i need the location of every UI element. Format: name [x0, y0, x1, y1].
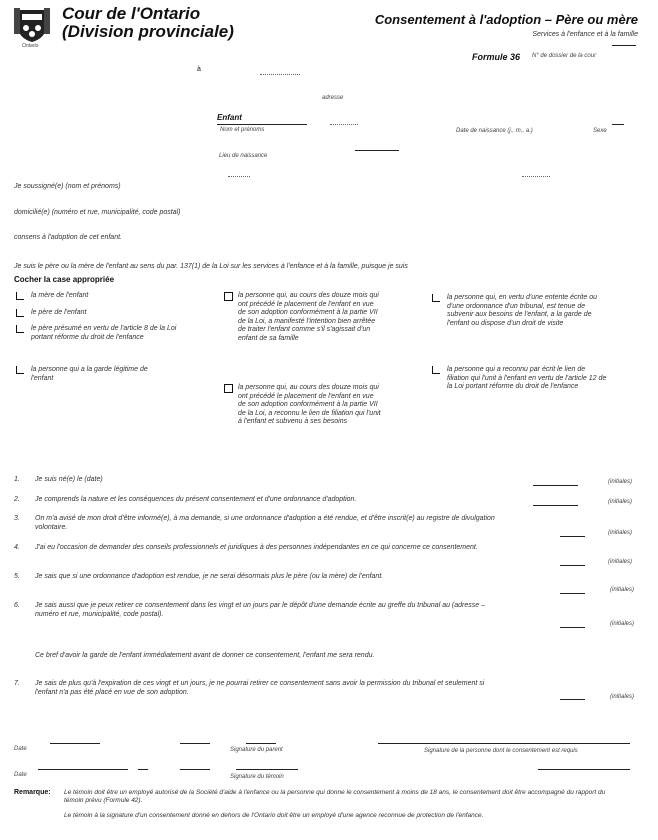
statement-num: 3.	[14, 515, 20, 522]
subtitle-rule	[612, 45, 636, 46]
court-line1: Cour de l'Ontario	[62, 4, 201, 23]
option-written-recognition: la personne qui a reconnu par écrit le lien de filiation qui l'unit à l'enfant en vertu de l'article 12 de la Loi portant réforme du droit de l'enfance	[447, 366, 607, 390]
check-heading: Cocher la case appropriée	[14, 275, 115, 284]
date2-label: Date	[14, 772, 27, 778]
sex-field[interactable]	[612, 124, 624, 125]
witness-signature-label: Signature du témoin	[230, 774, 284, 780]
statement-text: Je sais aussi que je peux retirer ce consentement dans les vingt et un jours par le dépôt d'une demande écrite au greffe du tribunal au (adresse – numéro et rue, municipalité, code postal).	[35, 602, 485, 618]
witness-extra-field[interactable]	[538, 769, 630, 770]
remarks-heading: Remarque:	[14, 789, 51, 796]
statement-num: 4.	[14, 544, 20, 551]
initials-field[interactable]	[533, 505, 578, 506]
statement-text: Je sais de plus qu'à l'expiration de ces vingt et un jours, je ne pourrai retirer ce consentement sans avoir la permission du tribunal et seulement si l'enfant n'a pas été placé en vue de son adoption.	[35, 680, 485, 696]
statement-text: Ce bref d'avoir la garde de l'enfant immédiatement avant de donner ce consentement, l'enfant me sera rendu.	[35, 652, 375, 659]
court-file-label: N° de dossier de la cour	[532, 53, 597, 59]
checkbox-mother[interactable]	[16, 292, 24, 300]
intro-line1: Je soussigné(e) (nom et prénoms)	[14, 183, 121, 190]
crest-logo	[14, 4, 50, 44]
option-acknowledged-support: la personne qui, au cours des douze mois qui ont précédé le placement de l'enfant en vue de son adoption conformément à la partie VII de la Loi, a reconnu le lien de filiation qui l'unit à l'enfant et subvenu à ses besoins	[238, 384, 381, 425]
date-field[interactable]	[50, 743, 100, 744]
initials-label: (initiales)	[610, 694, 635, 700]
birthplace-dots-left	[228, 176, 250, 177]
initials-label: (initiales)	[608, 479, 633, 485]
consent-signature-field[interactable]	[378, 743, 630, 744]
court-line2: (Division provinciale)	[62, 22, 234, 41]
statement-num: 5.	[14, 573, 20, 580]
remarks-line1: Le témoin doit être un employé autorisé de la Société d'aide à l'enfance ou la personne qui donne le consentement à moins de 18 ans, le consentement doit être accompagné du rapport du témoin prévu (Formule 42).	[64, 789, 606, 804]
form-number: Formule 36	[472, 52, 521, 62]
statement-text: J'ai eu l'occasion de demander des conseils professionnels et juridiques à des personnes indépendantes en ce qui concerne ce consentement.	[35, 544, 478, 551]
sex-label: Sexe	[593, 128, 607, 134]
initials-field[interactable]	[560, 565, 585, 566]
court-name	[62, 5, 234, 41]
statement-text: On m'a avisé de mon droit d'être informé(e), à ma demande, si une ordonnance d'adoption a été rendue, et d'être inscrit(e) au registre de divulgation volontaire.	[35, 515, 495, 531]
option-intent-family: la personne qui, au cours des douze mois qui ont précédé le placement de l'enfant en vue de son adoption conformément à la partie VII de la Loi, a manifesté l'intention bien arrêtée de traiter l'enfant comme s'il s'agissait d'un enfant de sa famille	[238, 292, 379, 342]
intro-line2: domicilié(e) (numéro et rue, municipalité, code postal)	[14, 209, 181, 216]
checkbox-written-recognition[interactable]	[432, 366, 440, 374]
date2-field-b[interactable]	[138, 769, 148, 770]
statement-num: 6.	[14, 602, 20, 609]
initials-label: (initiales)	[608, 499, 633, 505]
date2-field-c[interactable]	[180, 769, 210, 770]
checkbox-legal-custody[interactable]	[16, 366, 24, 374]
birthplace-dots-right	[522, 176, 550, 177]
at-label: à	[197, 66, 201, 73]
form-title: Consentement à l'adoption – Père ou mère	[374, 12, 638, 27]
witness-signature-field[interactable]	[236, 769, 298, 770]
parent-signature-field[interactable]	[246, 743, 276, 744]
child-label: Enfant	[217, 113, 242, 122]
initials-field[interactable]	[533, 485, 578, 486]
checkbox-presumed-father[interactable]	[16, 325, 24, 333]
date-label: Date	[14, 746, 27, 752]
statement-text: Je comprends la nature et les conséquences du présent consentement et d'une ordonnance d'adoption.	[35, 496, 357, 503]
date-field-2[interactable]	[180, 743, 210, 744]
parent-signature-label: Signature du parent	[230, 747, 283, 753]
child-name-field[interactable]	[217, 124, 307, 125]
form-subtitle: Services à l'enfance et à la famille	[532, 31, 638, 38]
option-court-order: la personne qui, en vertu d'une entente écrite ou d'une ordonnance d'un tribunal, est tenue de subvenir aux besoins de l'enfant, a la garde de l'enfant ou dispose d'un droit de visite	[447, 294, 597, 327]
birthplace-field[interactable]	[355, 150, 399, 151]
checkbox-intent-family[interactable]	[224, 292, 233, 301]
option-legal-custody: la personne qui a la garde légitime de l'enfant	[31, 366, 148, 382]
name-label: Nom et prénoms	[220, 127, 265, 133]
birthplace-label: Lieu de naissance	[219, 153, 268, 159]
crest-caption: Ontario	[22, 43, 39, 49]
initials-label: (initiales)	[608, 559, 633, 565]
intro-line4: Je suis le père ou la mère de l'enfant au sens du par. 137(1) de la Loi sur les services à l'enfance et à la famille, puisque je suis	[14, 263, 408, 270]
checkbox-acknowledged-support[interactable]	[224, 384, 233, 393]
option-father: le père de l'enfant	[31, 309, 87, 316]
initials-field[interactable]	[560, 536, 585, 537]
remarks-line2: Le témoin à la signature d'un consentement donné en dehors de l'Ontario doit être un employé d'une agence reconnue de protection de l'enfance.	[64, 812, 484, 819]
initials-field[interactable]	[560, 593, 585, 594]
dob-label: Date de naissance (j., m., a.)	[456, 128, 533, 134]
date2-field[interactable]	[38, 769, 128, 770]
consent-signature-label: Signature de la personne dont le consentement est requis	[424, 748, 578, 754]
option-presumed-father: le père présumé en vertu de l'article 8 de la Loi portant réforme du droit de l'enfance	[31, 325, 177, 341]
checkbox-court-order[interactable]	[432, 294, 440, 302]
statement-num: 2.	[14, 496, 20, 503]
address-label: adresse	[322, 95, 344, 101]
child-name-dots	[330, 124, 358, 125]
statement-text: Je suis né(e) le (date)	[35, 476, 103, 483]
initials-label: (initiales)	[608, 530, 633, 536]
statement-num: 1.	[14, 476, 20, 483]
initials-label: (initiales)	[610, 621, 635, 627]
intro-line3: consens à l'adoption de cet enfant.	[14, 234, 122, 241]
initials-field[interactable]	[560, 627, 585, 628]
initials-field[interactable]	[560, 699, 585, 700]
statement-num: 7.	[14, 680, 20, 687]
option-mother: la mère de l'enfant	[31, 292, 89, 299]
at-field[interactable]	[260, 74, 300, 75]
statement-text: Je sais que si une ordonnance d'adoption est rendue, je ne serai désormais plus le père (ou la mère) de l'enfant.	[35, 573, 384, 580]
initials-label: (initiales)	[610, 587, 635, 593]
checkbox-father[interactable]	[16, 309, 24, 317]
